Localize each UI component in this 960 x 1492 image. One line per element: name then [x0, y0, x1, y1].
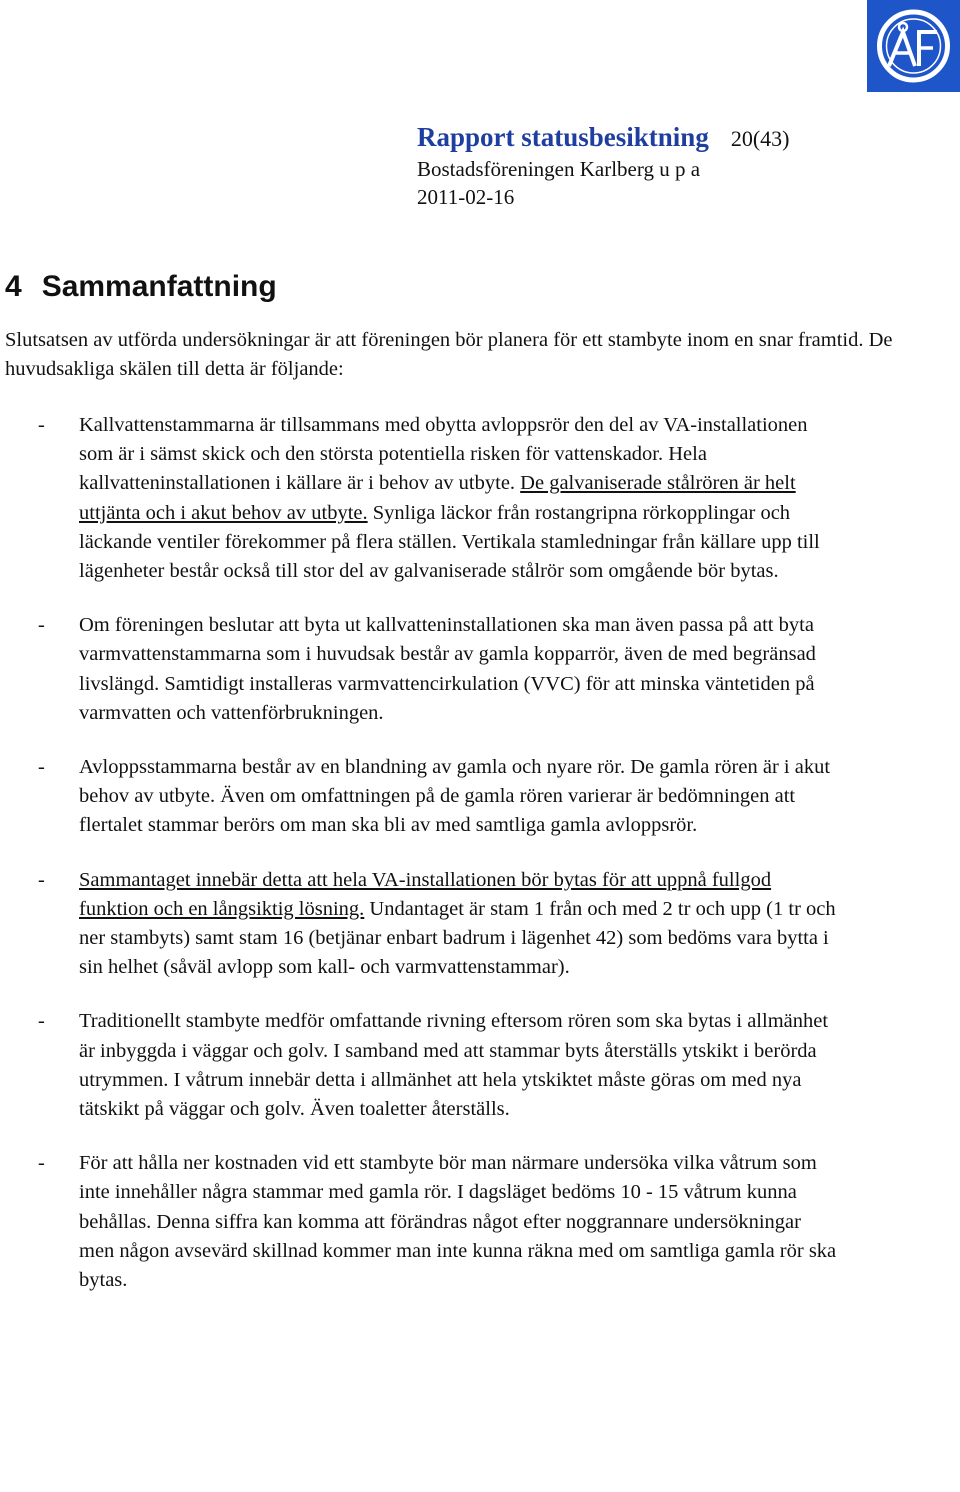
section-title-text: Sammanfattning: [41, 270, 277, 303]
intro-paragraph: Slutsatsen av utförda undersökningar är att föreningen bör planera för ett stambyte inom en snar framtid. De huvudsakliga skälen till detta är följande:: [5, 329, 893, 380]
list-dash: -: [38, 1010, 45, 1033]
af-logo-icon: [867, 0, 960, 92]
report-header: [417, 122, 847, 211]
list-item: [0, 753, 839, 841]
bullet-text: Synliga läckor från rostangripna rörkopplingar och läckande ventiler förekommer på flera ställen. Vertikala stamledningar från källare upp till lägenheter består också till stor del av galvaniserade stålrör som omgående bör bytas.: [79, 501, 820, 583]
bullet-underlined-text: Sammantaget innebär detta att hela VA-installationen bör bytas för att uppnå fullgod funktion och en långsiktig lösning.: [79, 868, 772, 920]
list-item: [0, 411, 839, 586]
bullet-text: Om föreningen beslutar att byta ut kallvatteninstallationen ska man även passa på att byta varmvattenstammarna som i huvudsak består av gamla kopparrör, även de med begränsad livslängd. Samtidigt installeras varmvattencirkulation (VVC) för att minska väntetiden på varmvatten och vattenförbrukningen.: [79, 614, 816, 724]
page-number: 20(43): [730, 126, 790, 151]
bullet-underlined-text: De galvaniserade stålrören är helt uttjänta och i akut behov av utbyte.: [79, 472, 796, 524]
bullet-text: Undantaget är stam 1 från och med 2 tr och upp (1 tr och ner stambyts) samt stam 16 (betjänar enbart badrum i lägenhet 42) som bedöms vara bytta i sin helhet (såväl avlopp som kall- och varmvattenstammar).: [79, 897, 836, 979]
report-title-row: [417, 122, 847, 153]
report-date: 2011-02-16: [417, 185, 515, 209]
bullet-text: Kallvattenstammarna är tillsammans med obytta avloppsrör den del av VA-installationen som är i sämst skick och den största potentiella risken för vattenskador. Hela kallvatteninstallationen i källare är i behov av utbyte.: [79, 414, 808, 495]
list-dash: -: [38, 414, 45, 436]
bullet-text: Avloppsstammarna består av en blandning av gamla och nyare rör. De gamla rören är i akut behov av utbyte. Även om omfattningen på de gamla rören varierar är bedömningen att flertalet stammar berörs om man ska bli av med samtliga gamla avloppsrör.: [79, 756, 831, 837]
list-dash: -: [38, 614, 45, 637]
list-item: [0, 1007, 839, 1124]
summary-list: [0, 411, 900, 1295]
list-dash: -: [38, 1152, 45, 1175]
section-heading: [5, 270, 277, 304]
report-title: Rapport statusbesiktning: [417, 122, 709, 152]
list-dash: -: [38, 868, 45, 891]
list-item: [0, 1149, 839, 1295]
bullet-text: För att hålla ner kostnaden vid ett stambyte bör man närmare undersöka vilka våtrum som inte innehåller några stammar med gamla rör. I dagsläget bedöms 10 - 15 våtrum kunna behållas. Denna siffra kan komma att förändras något efter noggrannare undersökningar men någon avsevärd skillnad kommer man inte kunna räkna med om samtliga gamla rör ska bytas.: [79, 1152, 837, 1292]
list-dash: -: [38, 756, 45, 779]
list-item: [0, 866, 839, 983]
bullet-text: Traditionellt stambyte medför omfattande rivning eftersom rören som ska bytas i allmänhet är inbyggda i väggar och golv. I samband med att stammar byts återställs ytskikt i berörda utrymmen. I våtrum innebär detta i allmänhet att hela ytskiktet måste göras om med nya tätskikt på väggar och golv. Även toaletter återställs.: [79, 1010, 829, 1121]
section-number: 4: [5, 270, 22, 303]
list-item: [0, 611, 839, 728]
organization-name: Bostadsföreningen Karlberg u p a: [417, 157, 701, 181]
company-logo: [867, 0, 960, 92]
